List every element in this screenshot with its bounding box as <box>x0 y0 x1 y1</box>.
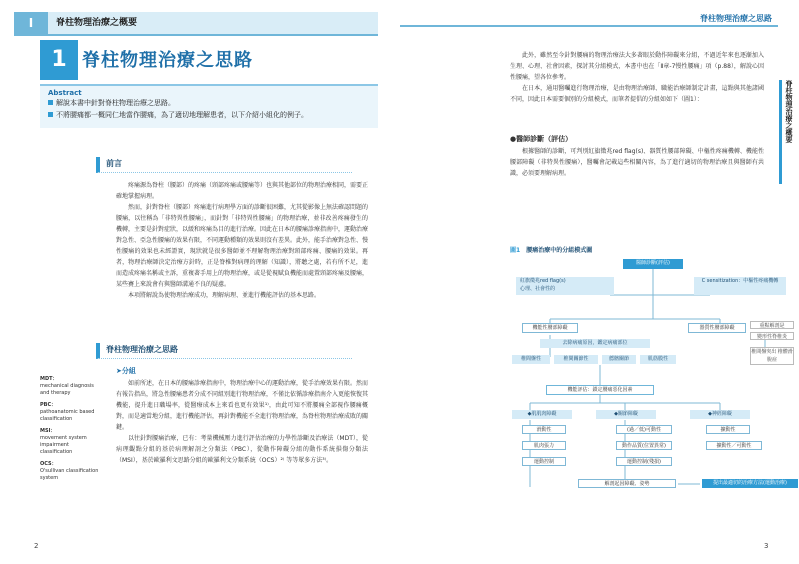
diagnosis-subheading: ●醫師診斷（評估） <box>510 135 573 143</box>
node-best-treatment: 提出最適切的治療方法(運動治療) <box>702 479 798 488</box>
node-organic: 器質性腰部障礙 <box>688 323 746 333</box>
side-note: MDT： mechanical diagnosis and therapy <box>40 376 94 396</box>
section-number: 1 <box>40 40 78 80</box>
running-head: 脊柱物理治療之思路 <box>400 13 778 27</box>
abstract-box <box>40 84 378 128</box>
g1-item: 肌肉張力 <box>522 441 566 450</box>
right-page <box>400 0 799 564</box>
note-spondylitis: 變形性脊椎炎 <box>750 332 794 340</box>
diagnosis-body: 根據醫師的診斷，可判別紅旗徵兆red flag(s)、器質性腰部障礙、中樞性疼痛機轉、機能性腰部障礙（非特異性腰痛），醫囑會記載這些相關內容，為了進行適切的物理治療且與醫師有共識，必須要理解病理。 <box>510 148 764 177</box>
group-joint: ◆關節障礙 <box>596 410 656 419</box>
approach-body: 如前所述，在日本的腰痛診療指南中，物理治療中心的運動治療，從手治療效果有限。然而有報告指出，將急性腰痛患者分成不同組別進行物理治療，不僅比依循診療指南介入更能恢復其機能，提升進日職場率，從醫療成本上來看也更有效果¹⁾，由此可知不將腰痛全部視作腰痛概對，而是適當地分組，進行機能評估，再針對機能不全進行物理治療，為脊柱物理治療成敗的關鍵。 以往針對腰痛治療，已有：考量機械壓力進行評估治療的力學性診斷及治療法（MDT），從病理觀點分組的基於病理解剖之分類法（PBC），從動作障礙分組的動作系統損傷分類法（MSI），基於歐羅利文思路分組的歐羅利文分類系統（OCS）²⁾ 等等眾多方法³⁾。 <box>116 380 369 464</box>
header-rule <box>14 34 378 36</box>
node-disc: 椎間盤性 <box>512 355 550 364</box>
chapter-mark: I <box>14 12 48 34</box>
g3-item: 擴動性 <box>706 425 750 434</box>
square-bullet-icon <box>48 100 53 105</box>
grouping-diagram <box>510 255 799 490</box>
square-bullet-icon <box>48 112 53 117</box>
page-number: 3 <box>764 542 769 550</box>
grouping-subheading: ➤分組 <box>116 367 136 375</box>
abstract-bullet: 解說本書中針對脊柱物理治療之思路。 <box>48 97 370 109</box>
side-tab: 脊柱物理治療之概要 <box>779 80 796 184</box>
abstract-bullet: 不將腰痛都一概同仁地當作腰痛，為了適切地理解患者，以下介紹小組化的例子。 <box>48 109 370 121</box>
node-red-flag: 紅旗徵兆red flag(s) 心理、社會性的 <box>516 277 614 295</box>
abstract-heading: Abstract <box>48 89 82 97</box>
side-notes <box>40 376 100 487</box>
side-note: OCS： O'sullivan classification system <box>40 461 99 481</box>
figure-caption: 圖1 腰痛治療中的分組模式圖 <box>510 247 593 254</box>
node-si: 薦髂關節 <box>602 355 636 364</box>
chapter-title: 脊柱物理治療之概要 <box>48 12 378 34</box>
node-facet: 椎間關節性 <box>554 355 598 364</box>
note-disc: 椎間盤突出 椎體滑脫症 <box>751 349 793 363</box>
side-note: MSI： movement system impairment classification <box>40 428 87 455</box>
g1-item: 運動控制 <box>522 457 566 466</box>
node-doctor-diagnosis: 醫師診斷(評估) <box>623 259 683 269</box>
node-myofascial: 肌筋膜性 <box>640 355 676 364</box>
node-function-eval: 機能評估：鎖定腰痛惡化因素 <box>546 385 654 395</box>
side-note: PBC： pathoanatomic based classification <box>40 402 95 422</box>
g2-item: 運動控制(殘損) <box>616 457 672 466</box>
node-functional: 機能性腰部障礙 <box>522 323 578 333</box>
page-number: 2 <box>34 542 39 550</box>
g2-item: 動作品質(位置異常) <box>616 441 672 450</box>
node-anatomical-cause: 解剖起因障礙、姿勢 <box>578 479 676 488</box>
approach-heading: 脊柱物理治療之思路 <box>96 343 352 359</box>
node-central-sensitization: C sensitization：中樞性疼痛機轉 <box>694 277 786 295</box>
group-muscle: ◆肌肌肉障礙 <box>512 410 572 419</box>
intro-body: 疼痛源為脊柱（腰部）的疼痛（頸部疼痛或腰痛等）也與其他部位的物理治療相同，需要正確地掌握病理。 然而，針對脊柱（腰部）疼痛進行病理學方面的診斷很困難，尤其從影像上無法確認問題的腰痛，以往稱為「非特異性腰痛」，而針對「非特異性腰痛」的物理治療，並非改善疼痛發生的機轉，主要是針對症狀，以緩和疼痛為目的進行治療。因此在日本的腰痛診療指南中，運動治療對急性、亞急性腰痛的效果有限，不同運動種類的效果則沒有差異。此外，能手治療對急性、慢性腰痛的效果也未經證實，現狀就是很多醫師並不理解物理治療對頸部疼痛、腰痛的效果。再者，物理治療師決定治療方針時，正是脊椎對病理的理解（知識），將聽之處，若有所不足，進而造成疼痛名稱或主訴，重複著手用上的物理治療，或是從視賦負機能而處置頸部疼痛及腰痛，某些賽上來說會有與醫師溝通不良的疑慮。 本項將解說為使物理治療成功，理解病理、並進行機能評估的基本思路。 <box>116 182 369 299</box>
right-body: 此外，雖然至今針對腰痛的物理治療法大多著眼於動作障礙來分組，不過近年來也逐漸加入生理、心理、社會因素，探討其分組模式，本書中也在「Ⅱ章-7慢性腰痛」項（p.88），解說心因性腰痛，望各位參考。 在日本，通用醫囑進行物理治療，是由物理治療師、職能治療師制定計畫，這點與其他諸國不同，因此日本需要個別的分組模式，而筆者提倡的分組如如下（圖1）： <box>510 52 764 103</box>
section-title: 脊柱物理治療之思路 <box>82 50 253 71</box>
g2-item: (過／低)可動性 <box>616 425 672 434</box>
g1-item: 滑動性 <box>522 425 566 434</box>
intro-heading: 前言 <box>96 157 352 173</box>
group-nerve: ◆神經障礙 <box>690 410 750 419</box>
note-anatomy: 重點解剖是 <box>750 321 794 329</box>
node-identify-site: 去除病痛原因，鑑定病痛部位 <box>540 339 650 348</box>
g3-item: 擴動性／可動性 <box>706 441 762 450</box>
